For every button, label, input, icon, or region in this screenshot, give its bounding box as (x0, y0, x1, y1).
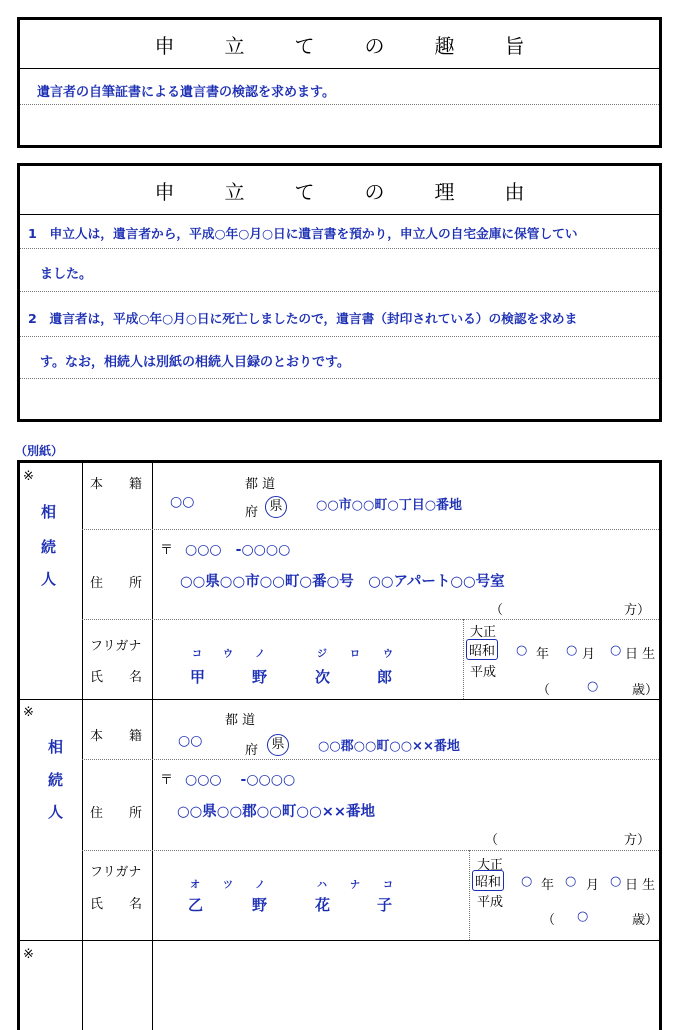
heir1-nen: 年 (536, 647, 550, 662)
heir2-nen: 年 (541, 878, 555, 893)
heir2-name-2: 野 (252, 896, 268, 914)
petition-reason-title: 申 立 て の 理 由 (20, 166, 659, 215)
heir2-mark: ※ (23, 705, 34, 720)
heir1-month-val: ○ (566, 643, 578, 658)
heir2-tsuki: 月 (586, 878, 600, 893)
heir1-name-2: 野 (252, 668, 268, 686)
attachment-label: （別紙） (15, 444, 64, 458)
heir1-name-4: 郎 (377, 668, 393, 686)
heir2-furigana-6: コ (383, 880, 393, 891)
petition-reason-box (17, 163, 662, 422)
heir1-era-showa-box: 昭和 (466, 639, 498, 660)
heir-table (17, 460, 662, 1030)
heir1-honseki-pref: ○○ (170, 494, 195, 510)
heir2-honseki-addr: ○○郡○○町○○××番地 (318, 739, 460, 754)
heir2-era-taisho: 大正 (477, 858, 504, 873)
heir1-side-label-3: 人 (41, 570, 57, 588)
heir1-name-1: 甲 (190, 668, 206, 686)
heir1-ken-circle: 県 (265, 496, 287, 518)
heir1-sai-open: （ (537, 683, 551, 698)
heir1-year-val: ○ (516, 643, 528, 658)
heir2-kata-close: 方） (624, 833, 651, 848)
heir1-jusho-label: 住 所 (90, 576, 143, 591)
heir2-honseki-pref: ○○ (178, 733, 203, 749)
heir1-furigana-1: コ (192, 649, 202, 660)
heir1-address: ○○県○○市○○町○番○号 ○○アパート○○号室 (180, 574, 505, 590)
heir1-shimei-label: 氏 名 (90, 670, 143, 685)
heir2-era-showa-box: 昭和 (472, 870, 504, 891)
heir2-address: ○○県○○郡○○町○○××番地 (177, 804, 376, 820)
heir2-side-label-2: 続 (48, 771, 64, 789)
heir1-furigana-6: ウ (383, 649, 393, 660)
heir2-kata-open: （ (485, 833, 499, 848)
heir1-sai-close: 歳） (632, 683, 659, 698)
heir2-jusho-label: 住 所 (90, 806, 143, 821)
heir1-age-val: ○ (587, 679, 599, 694)
heir1-mark: ※ (23, 469, 34, 484)
heir2-furigana-5: ナ (350, 880, 360, 891)
heir2-sai-open: （ (542, 913, 556, 928)
heir1-tsuki: 月 (582, 647, 596, 662)
heir1-furigana-5: ロ (350, 649, 360, 660)
reason-line-2: ました。 (40, 267, 93, 282)
heir1-postal: ○○○ -○○○○ (185, 542, 291, 558)
heir1-kata-open: （ (490, 603, 504, 618)
heir2-age-val: ○ (577, 909, 589, 924)
heir1-era-heisei: 平成 (470, 665, 497, 680)
heir2-honseki-label: 本 籍 (90, 729, 143, 744)
heir2-shimei-label: 氏 名 (90, 897, 143, 912)
heir1-furigana-label: フリガナ (90, 639, 142, 654)
heir1-name-3: 次 (315, 668, 331, 686)
heir2-day-val: ○ (610, 874, 622, 889)
heir1-side-label-1: 相 (41, 503, 57, 521)
heir1-era-taisho: 大正 (470, 625, 497, 640)
heir2-side-label-1: 相 (48, 738, 64, 756)
heir2-era-heisei: 平成 (477, 895, 504, 910)
heir2-name-1: 乙 (188, 896, 204, 914)
heir1-furigana-2: ウ (223, 649, 233, 660)
heir1-postal-mark: 〒 (160, 543, 174, 558)
heir2-furigana-3: ノ (255, 880, 265, 891)
heir1-hi-sei: 日 生 (625, 647, 656, 662)
heir2-sai-close: 歳） (632, 913, 659, 928)
petition-purpose-text: 遺言者の自筆証書による遺言書の検認を求めます。 (37, 85, 335, 100)
heir2-fu-label: 府 (245, 743, 259, 758)
reason-line-4: す。なお，相続人は別紙の相続人目録のとおりです。 (40, 355, 350, 370)
heir3-mark: ※ (23, 947, 34, 962)
heir2-furigana-label: フリガナ (90, 865, 142, 880)
petition-purpose-box (17, 17, 662, 148)
heir2-postal-mark: 〒 (160, 773, 174, 788)
heir2-name-3: 花 (315, 896, 331, 914)
reason-line-1: 1 申立人は，遺言者から，平成○年○月○日に遺言書を預かり，申立人の自宅金庫に保管してい (28, 226, 578, 241)
heir2-hi-sei: 日 生 (625, 878, 656, 893)
reason-line-3: 2 遺言者は，平成○年○月○日に死亡しましたので，遺言書（封印されている）の検認を求めま (28, 311, 578, 326)
heir1-day-val: ○ (610, 643, 622, 658)
heir1-furigana-4: ジ (317, 649, 327, 660)
heir2-furigana-4: ハ (317, 880, 327, 891)
heir2-year-val: ○ (521, 874, 533, 889)
heir1-honseki-label: 本 籍 (90, 477, 143, 492)
heir2-todo-label: 都 道 (225, 713, 256, 728)
heir1-honseki-addr: ○○市○○町○丁目○番地 (316, 498, 463, 513)
heir2-month-val: ○ (565, 874, 577, 889)
heir1-side-label-2: 続 (41, 538, 57, 556)
heir1-fu-label: 府 (245, 505, 259, 520)
petition-purpose-title: 申 立 て の 趣 旨 (20, 20, 659, 69)
heir2-name-4: 子 (377, 896, 393, 914)
heir2-furigana-2: ツ (223, 880, 233, 891)
heir2-ken-circle: 県 (267, 734, 289, 756)
heir2-postal: ○○○ -○○○○ (185, 772, 296, 788)
heir2-side-label-3: 人 (48, 803, 64, 821)
heir2-furigana-1: オ (190, 880, 200, 891)
heir1-furigana-3: ノ (255, 649, 265, 660)
heir1-todo-label: 都 道 (245, 477, 276, 492)
heir1-kata-close: 方） (624, 603, 651, 618)
